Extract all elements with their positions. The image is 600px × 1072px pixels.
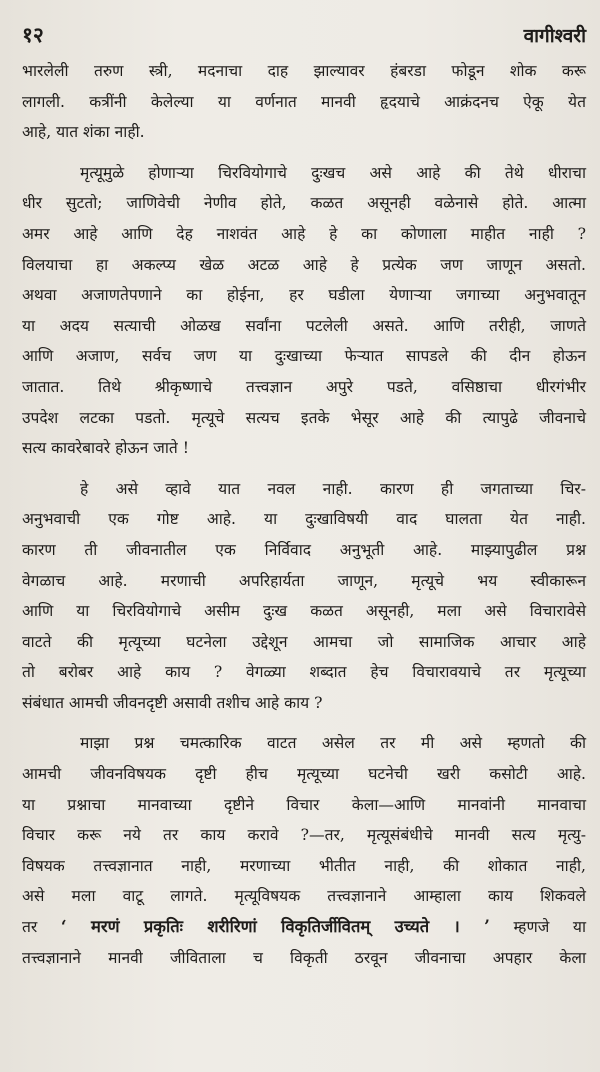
sanskrit-quote: ‘ मरणं प्रकृतिः शरीरिणां विकृतिर्जीवितम् उच्यते । ’ (60, 917, 490, 937)
body-text (22, 56, 586, 973)
text-line: मृत्यूमुळे होणाऱ्या चिरवियोगाचे दुःखच असे आहे की तेथे धीराचा (80, 163, 586, 182)
text-line: आमची जीवनविषयक दृष्टी हीच मृत्यूच्या घटनेची खरी कसोटी आहे. (22, 765, 586, 784)
text-line: सत्य कावरेबावरे होऊन जाते ! (22, 439, 189, 458)
quote-line-after: म्हणजे या (489, 918, 586, 937)
text-line: विचार करू नये तर काय करावे ?—तर, मृत्यूसंबंधीचे मानवी सत्य मृत्यु- (22, 826, 586, 845)
text-line: उपदेश लटका पडतो. मृत्यूचे सत्यच इतके भेसूर आहे की त्यापुढे जीवनाचे (22, 408, 586, 427)
text-line: कारण ती जीवनातील एक निर्विवाद अनुभूती आहे. माझ्यापुढील प्रश्न (22, 540, 586, 559)
text-line: भारलेली तरुण स्त्री, मदनाचा दाह झाल्यावर हंबरडा फोडून शोक करू (22, 62, 586, 80)
quote-line-before: तर (22, 918, 61, 937)
page-number: १२ (22, 22, 44, 47)
text-line: विलयाचा हा अकल्प्य खेळ अटळ आहे हे प्रत्येक जण जाणून असतो. (22, 255, 586, 274)
running-title: वागीश्वरी (523, 25, 586, 47)
text-line: माझा प्रश्न चमत्कारिक वाटत असेल तर मी असे म्हणतो की (80, 734, 586, 753)
text-line: धीर सुटतो; जाणिवेची नेणीव होते, कळत असूनही वळेनासे होते. आत्मा (22, 194, 586, 213)
text-line: तत्त्वज्ञानाने मानवी जीविताला च विकृती ठरवून जीवनाचा अपहार केला (22, 948, 586, 967)
text-line: आणि अजाण, सर्वच जण या दुःखाच्या फेऱ्यात सापडले की दीन होऊन (22, 347, 586, 366)
text-line: हे असे व्हावे यात नवल नाही. कारण ही जगताच्या चिर- (80, 479, 586, 498)
text-line: तो बरोबर आहे काय ? वेगळ्या शब्दात हेच विचारावयाचे तर मृत्यूच्या (22, 663, 586, 682)
text-line: अनुभवाची एक गोष्ट आहे. या दुःखाविषयी वाद घालता येत नाही. (22, 510, 586, 529)
text-line: या प्रश्नाचा मानवाच्या दृष्टीने विचार केला—आणि मानवांनी मानवाचा (22, 795, 586, 814)
text-line: जातात. तिथे श्रीकृष्णाचे तत्त्वज्ञान अपुरे पडते, वसिष्ठाचा धीरगंभीर (22, 377, 586, 396)
text-line: विषयक तत्त्वज्ञानात नाही, मरणाच्या भीतीत नाही, की शोकात नाही, (22, 856, 586, 875)
text-line: वाटते की मृत्यूच्या घटनेला उद्देशून आमचा जो सामाजिक आचार आहे (22, 632, 586, 651)
quote-line (22, 912, 586, 943)
text-line: आणि या चिरवियोगाचे असीम दुःख कळत असूनही, मला असे विचारावेसे (22, 602, 586, 621)
text-line: वेगळाच आहे. मरणाची अपरिहार्यता जाणून, मृत्यूचे भय स्वीकारून (22, 571, 586, 590)
text-line: असे मला वाटू लागते. मृत्यूविषयक तत्त्वज्ञानाने आम्हाला काय शिकवले (22, 887, 586, 906)
text-line: या अदय सत्याची ओळख सर्वांना पटलेली असते. आणि तरीही, जाणते (22, 316, 586, 335)
page-header (22, 18, 586, 52)
text-line: अथवा अजाणतेपणाने का होईना, हर घडीला येणाऱ्या जगाच्या अनुभवातून (22, 286, 586, 305)
text-line: आहे, यात शंका नाही. (22, 123, 145, 142)
text-line: लागली. कत्रींनी केलेल्या या वर्णनात मानवी हृदयाचे आक्रंदनच ऐकू येत (22, 92, 586, 111)
text-line: संबंधात आमची जीवनदृष्टी असावी तशीच आहे काय ? (22, 693, 323, 712)
text-line: अमर आहे आणि देह नाशवंत आहे हे का कोणाला माहीत नाही ? (22, 224, 586, 243)
